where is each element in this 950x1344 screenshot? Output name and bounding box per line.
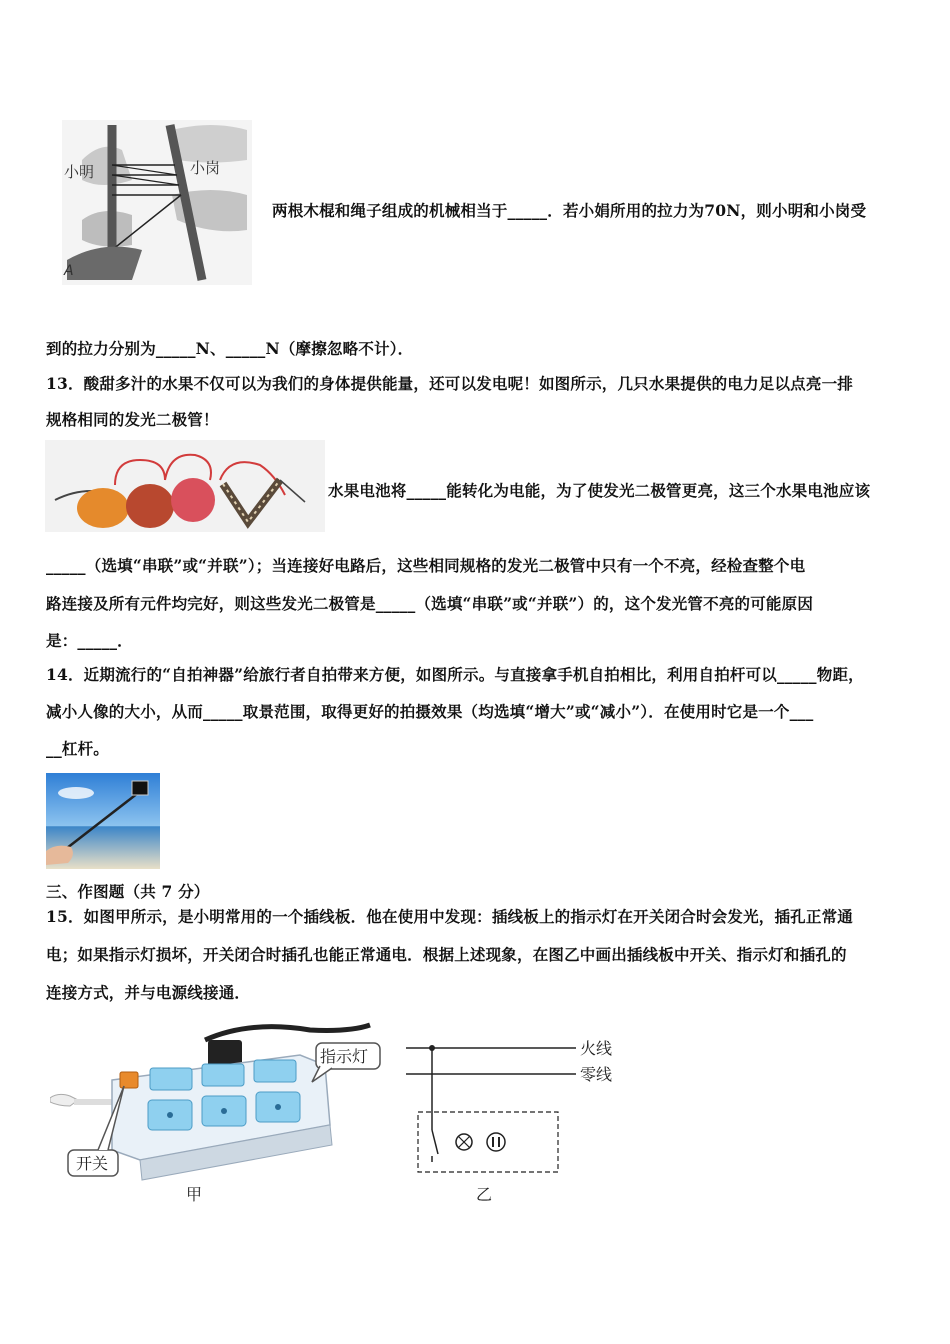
caption-yi: 乙 — [476, 1185, 493, 1204]
q15-line3: 连接方式，并与电源线接通． — [46, 983, 251, 1002]
q15-line1: 15．如图甲所示，是小明常用的一个插线板．他在使用中发现：插线板上的指示灯在开关闭合时会发光，插孔正常通 — [46, 907, 853, 926]
label-live-wire: 火线 — [580, 1039, 613, 1058]
q12-line2: 到的拉力分别为_____N、_____N（摩擦忽略不计）． — [46, 339, 414, 358]
callout-indicator-light: 指示灯 — [320, 1047, 369, 1066]
q13-line6: 是：_____． — [46, 631, 133, 650]
caption-jia: 甲 — [186, 1185, 203, 1204]
q13-line5: 路连接及所有元件均完好，则这些发光二极管是_____（选填“串联”或“并联”）的，这个发光管不亮的可能原因 — [46, 594, 814, 613]
q15-circuit-figure — [400, 1030, 640, 1210]
q15-power-strip-figure — [50, 1010, 390, 1210]
q14-selfie-stick-figure — [46, 773, 160, 869]
q13-fruit-battery-figure — [45, 440, 325, 532]
q14-line2: 减小人像的大小，从而_____取景范围，取得更好的拍摄效果（均选填“增大”或“减小”）．在使用时它是一个___ — [46, 702, 814, 721]
q12-line1: 两根木棍和绳子组成的机械相当于_____．若小娟所用的拉力为70N，则小明和小岗受 — [272, 201, 867, 220]
q13-line4: _____（选填“串联”或“并联”）；当连接好电路后，这些相同规格的发光二极管中只有一个不亮，经检查整个电 — [46, 556, 806, 575]
callout-switch: 开关 — [76, 1154, 109, 1173]
label-xiaoming: 小明 — [64, 163, 95, 181]
q14-line1: 14．近期流行的“自拍神器”给旅行者自拍带来方便，如图所示。与直接拿手机自拍相比，利用自拍杆可以_____物距， — [46, 665, 864, 684]
section3-heading: 三、作图题（共 7 分） — [46, 882, 210, 901]
q12-figure — [62, 120, 252, 285]
label-xiaogang: 小岗 — [190, 159, 221, 177]
q13-line1: 13．酸甜多汁的水果不仅可以为我们的身体提供能量，还可以发电呢！如图所示，几只水果提供的电力足以点亮一排 — [46, 374, 853, 393]
q13-line2: 规格相同的发光二极管！ — [46, 410, 219, 429]
q15-line2: 电；如果指示灯损坏，开关闭合时插孔也能正常通电．根据上述现象，在图乙中画出插线板中开关、指示灯和插孔的 — [46, 945, 847, 964]
label-neutral-wire: 零线 — [580, 1065, 613, 1084]
q14-line3: __杠杆。 — [46, 739, 110, 758]
q13-line3: 水果电池将_____能转化为电能，为了使发光二极管更亮，这三个水果电池应该 — [328, 481, 871, 500]
label-a: A — [64, 263, 74, 279]
